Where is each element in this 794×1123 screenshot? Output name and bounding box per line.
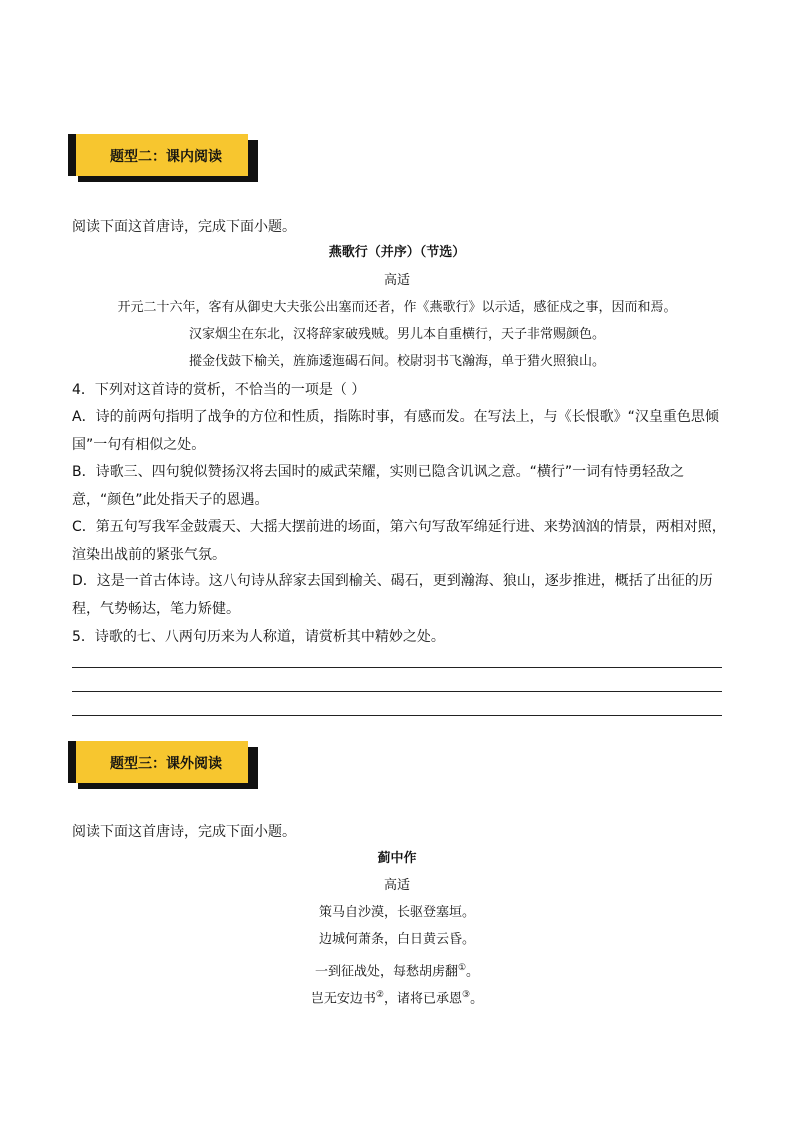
poem-line: 策马自沙漠，长驱登塞垣。 [318, 905, 475, 920]
poem-author: 高适 [383, 878, 410, 893]
answer-blank-line[interactable] [72, 691, 722, 692]
answer-blank-line[interactable] [72, 715, 722, 716]
poem-line: 摐金伐鼓下榆关，旌旆逶迤碣石间。校尉羽书飞瀚海，单于猎火照狼山。 [188, 354, 605, 369]
poem-line: 汉家烟尘在东北，汉将辞家破残贼。男儿本自重横行，天子非常赐颜色。 [188, 327, 605, 342]
answer-option: C．第五句写我军金鼓震天、大摇大摆前进的场面，第六句写敌军绵延行进、来势汹汹的情景，两相对照，渲染出战前的紧张气氛。 [72, 519, 726, 563]
section-title: 题型二：课内阅读 [110, 149, 222, 165]
section-title: 题型三：课外阅读 [110, 756, 222, 772]
answer-option: A．诗的前两句指明了战争的方位和性质，指陈时事，有感而发。在写法上，与《长恨歌》“汉皇重色思倾国”一句有相似之处。 [72, 409, 719, 453]
question-stem: 5．诗歌的七、八两句历来为人称道，请赏析其中精妙之处。 [72, 629, 445, 645]
poem-title: 蓟中作 [377, 851, 417, 866]
footnote-marker: ② [375, 990, 384, 1000]
poem-preface: 开元二十六年，客有从御史大夫张公出塞而还者，作《燕歌行》以示适，感征戍之事，因而和焉。 [117, 300, 677, 315]
poem-line: 边城何萧条，白日黄云昏。 [318, 932, 475, 947]
poem-line: 岂无安边书②，诸将已承恩③。 [310, 990, 484, 1007]
answer-option: B．诗歌三、四句貌似赞扬汉将去国时的威武荣耀，实则已隐含讥讽之意。“横行”一词有恃勇轻敌之意，“颜色”此处指天子的恩遇。 [72, 464, 685, 508]
instruction-text: 阅读下面这首唐诗，完成下面小题。 [72, 824, 296, 840]
section-banner [68, 741, 258, 791]
question-stem: 4．下列对这首诗的赏析，不恰当的一项是（ ） [72, 382, 366, 398]
poem-title: 燕歌行（并序）（节选） [328, 245, 466, 260]
footnote-marker: ③ [462, 990, 471, 1000]
answer-blank-line[interactable] [72, 667, 722, 668]
poem-author: 高适 [383, 273, 410, 288]
answer-option: D．这是一首古体诗。这八句诗从辞家去国到榆关、碣石，更到瀚海、狼山，逐步推进，概括了出征的历程，气势畅达，笔力矫健。 [72, 573, 713, 617]
section-banner [68, 134, 258, 184]
footnote-marker: ① [457, 963, 467, 973]
instruction-text: 阅读下面这首唐诗，完成下面小题。 [72, 219, 296, 235]
poem-line: 一到征战处，每愁胡虏翻①。 [314, 963, 480, 980]
